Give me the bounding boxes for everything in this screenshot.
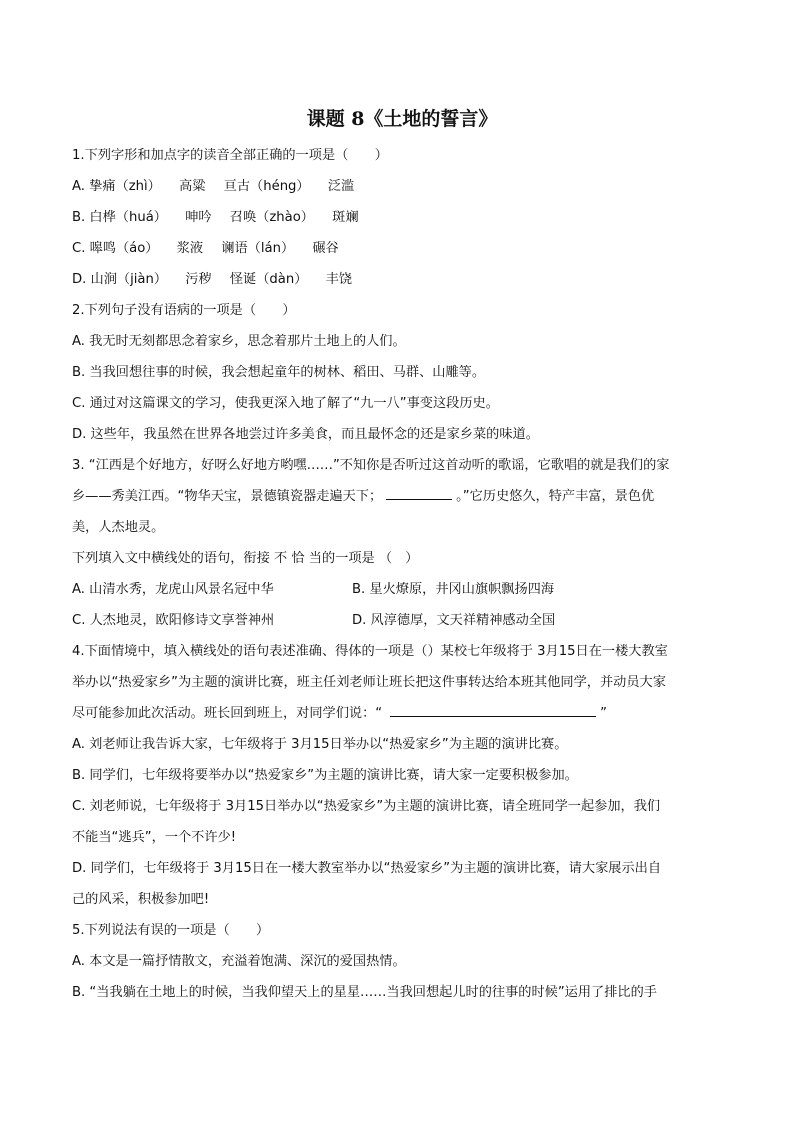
q4-option-b: B. 同学们，七年级将要举办以“热爱家乡”为主题的演讲比赛，请大家一定要积极参加。: [72, 768, 578, 783]
q3-stem-line-2: [72, 481, 732, 512]
q1-option-d: [72, 264, 732, 295]
q2-option-c: C. 通过对这篇课文的学习，使我更深入地了解了“九一八”事变这段历史。: [72, 396, 499, 411]
q3-options-row-1: [72, 574, 732, 605]
q1-a-word-3: 亘古（héng）: [223, 179, 310, 194]
q3-option-b: B. 星火燎原，井冈山旗帜飘扬四海: [352, 582, 555, 597]
q1-a-word-2: 高粱: [179, 179, 206, 194]
q1-a-word-1: A. 挚痛（zhì）: [72, 179, 161, 194]
q1-c-word-3: 谰语（lán）: [221, 241, 295, 256]
q4-stem-line-3a: 尽可能参加此次活动。班长回到班上，对同学们说：“: [72, 706, 383, 721]
q3-stem-line-2b: 。”它历史悠久，特产丰富，景色优: [456, 489, 655, 504]
q1-d-word-1: D. 山涧（jiàn）: [72, 272, 168, 287]
q4-answer-blank: [390, 698, 596, 717]
page-title: 课题 8《土地的誓言》: [306, 108, 498, 130]
q2-option-b: B. 当我回想往事的时候，我会想起童年的树林、稻田、马群、山雕等。: [72, 365, 486, 380]
q1-option-c: [72, 233, 732, 264]
q2-option-d: D. 这些年，我虽然在世界各地尝过许多美食，而且最怀念的还是家乡菜的味道。: [72, 427, 539, 442]
q2-option-a: A. 我无时无刻都思念着家乡，思念着那片土地上的人们。: [72, 334, 406, 349]
q1-d-word-2: 污秽: [185, 272, 212, 287]
q1-c-word-4: 碾谷: [312, 241, 339, 256]
q5-stem: 5.下列说法有误的一项是（ ）: [72, 923, 270, 938]
q4-stem-line-1: 4.下面情境中，填入横线处的语句表述准确、得体的一项是（）某校七年级将于 3月15日在一楼大教室: [72, 644, 668, 659]
q1-b-word-3: 召唤（zhào）: [229, 210, 314, 225]
q3-stem-line-1: 3. “江西是个好地方，好呀么好地方哟嘿……”不知你是否听过这首动听的歌谣，它歌唱的就是我们的家: [72, 458, 670, 473]
q1-c-word-1: C. 嗥鸣（áo）: [72, 241, 159, 256]
q1-b-word-4: 斑斓: [332, 210, 359, 225]
q3-stem-line-3: 美，人杰地灵。: [72, 520, 165, 535]
q4-option-a: A. 刘老师让我告诉大家，七年级将于 3月15日举办以“热爱家乡”为主题的演讲比赛。: [72, 737, 568, 752]
q4-option-d-line-2: 己的风采，积极参加吧!: [72, 892, 210, 907]
q1-a-word-4: 泛滥: [327, 179, 355, 194]
q3-answer-blank: [386, 481, 452, 500]
q1-stem: 1.下列字形和加点字的读音全部正确的一项是（ ）: [72, 148, 388, 163]
q1-c-word-2: 浆液: [176, 241, 204, 256]
q1-d-word-4: 丰饶: [325, 272, 352, 287]
q1-b-word-1: B. 白桦（huá）: [72, 210, 167, 225]
q5-option-b: B. “当我躺在土地上的时候，当我仰望天上的星星……当我回想起儿时的往事的时候”运用了排比的手: [72, 985, 657, 1000]
q3-option-d: D. 风淳德厚，文天祥精神感动全国: [352, 613, 556, 628]
q4-stem-line-3: [72, 698, 732, 729]
q1-b-word-2: 呻吟: [185, 210, 212, 225]
q4-stem-line-2: 举办以“热爱家乡”为主题的演讲比赛，班主任刘老师让班长把这件事转达给本班其他同学，并动员大家: [72, 675, 666, 690]
q4-option-d-line-1: D. 同学们，七年级将于 3月15日在一楼大教室举办以“热爱家乡”为主题的演讲比赛，请大家展示出自: [72, 861, 662, 876]
q1-d-word-3: 怪诞（dàn）: [229, 272, 308, 287]
q4-stem-line-3b: ”: [600, 706, 607, 721]
q3-option-c: C. 人杰地灵，欧阳修诗文享誉神州: [72, 613, 275, 628]
q1-option-b: [72, 202, 732, 233]
q3-stem-line-2a: 乡——秀美江西。“物华天宝，景德镇瓷器走遍天下；: [72, 489, 383, 504]
q5-option-a: A. 本文是一篇抒情散文，充溢着饱满、深沉的爱国热情。: [72, 954, 406, 969]
q3-instruction: 下列填入文中横线处的语句，衔接 不 恰 当的一项是 （ ）: [72, 551, 419, 566]
q2-stem: 2.下列句子没有语病的一项是（ ）: [72, 303, 296, 318]
q4-option-c-line-2: 不能当“逃兵”，一个不许少!: [72, 830, 237, 845]
q4-option-c-line-1: C. 刘老师说，七年级将于 3月15日举办以“热爱家乡”为主题的演讲比赛，请全班同学一起参加，我们: [72, 799, 661, 814]
q3-option-a: A. 山清水秀，龙虎山风景名冠中华: [72, 582, 274, 597]
q1-option-a: [72, 171, 732, 202]
document-page: [72, 100, 732, 1008]
q3-options-row-2: [72, 605, 732, 636]
